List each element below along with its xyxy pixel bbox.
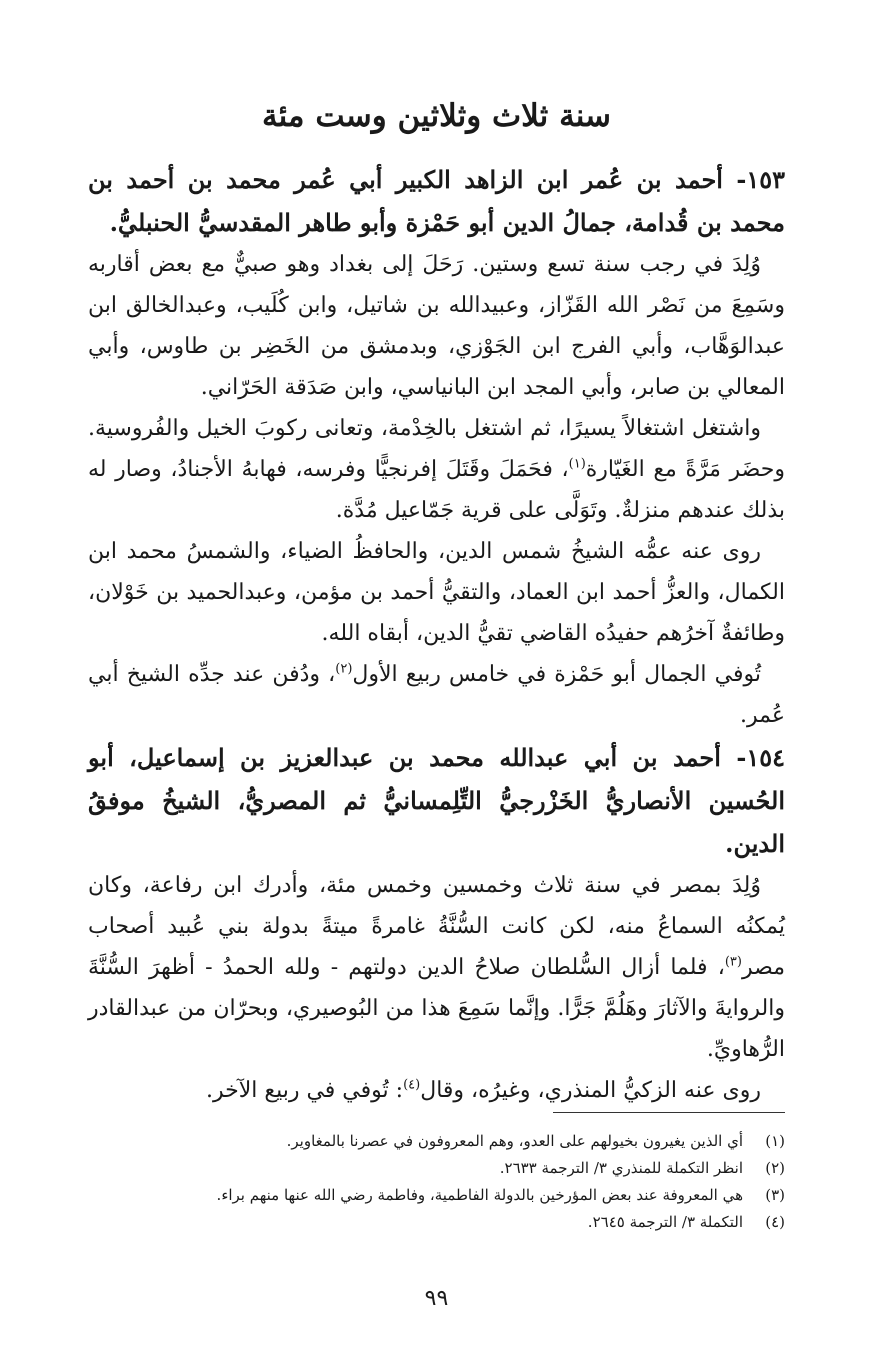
footnote-text: انظر التكملة للمنذري ٣/ الترجمة ٢٦٣٣.	[499, 1159, 743, 1177]
paragraph-text: وُلِدَ بمصر في سنة ثلاث وخمسين وخمس مئة، وأدرك ابن رفاعة، وكان يُمكنُه السماعُ منه، لكن كانت السُّنَّةُ غامرةً ميتةً بدولة بني عُبيد أصحاب مصر	[88, 873, 785, 980]
footnote-mark: (١)	[765, 1132, 785, 1150]
page-body	[88, 158, 785, 1111]
paragraph-text: واشتغل اشتغالاً يسيرًا، ثم اشتغل بالخِدْمة، وتعانى ركوبَ الخيل والفُروسية. وحضَر مَرَّةً مع الغَيّارة	[88, 416, 785, 482]
paragraph-text: تُوفي الجمال أبو حَمْزة في خامس ربيع الأول	[352, 662, 761, 687]
footnote	[88, 1209, 785, 1236]
entry-number: ١٥٤-	[736, 743, 785, 772]
footnote-mark: (٤)	[765, 1213, 785, 1231]
entry-name: أحمد بن أبي عبدالله محمد بن عبدالعزيز بن إسماعيل، أبو الحُسين الأنصاريُّ الخَزْرجيُّ التِّلِمسانيُّ ثم المصريُّ، الشيخُ موفقُ الدين.	[88, 743, 785, 858]
footnote	[88, 1182, 785, 1209]
year-title: سنة ثلاث وثلاثين وست مئة	[261, 98, 612, 134]
entry-name: أحمد بن عُمر ابن الزاهد الكبير أبي عُمر محمد بن أحمد بن محمد بن قُدامة، جمالُ الدين أبو حَمْزة وأبو طاهر المقدسيُّ الحنبليُّ.	[88, 165, 785, 237]
footnote-divider	[553, 1112, 785, 1113]
footnotes	[88, 1128, 785, 1236]
footnote-text: أي الذين يغيرون بخيولهم على العدو، وهم المعروفون في عصرنا بالمغاوير.	[286, 1132, 743, 1150]
paragraph-text: ، فحَمَلَ وقَتَلَ إفرنجيًّا وفرسه، فهابهُ الأجنادُ، وصار له بذلك عندهم منزلةٌ. وتَوَلَّى على قرية جَمّاعيل مُدَّة.	[88, 457, 785, 523]
entry-heading-153	[88, 158, 785, 244]
paragraph-text: ، ودُفن عند جدِّه الشيخ أبي عُمر.	[88, 662, 785, 728]
paragraph	[88, 654, 785, 736]
paragraph-text: روى عنه عمُّه الشيخُ شمس الدين، والحافظُ الضياء، والشمسُ محمد ابن الكمال، والعزُّ أحمد ابن العماد، والتقيُّ أحمد بن مؤمن، وعبدالحميد بن خَوْلان، وطائفةٌ آخرُهم حفيدُه القاضي تقيُّ الدين، أبقاه الله.	[88, 539, 786, 646]
paragraph-text: ، فلما أزال السُّلطان صلاحُ الدين دولتهم - ولله الحمدُ - أظهرَ السُّنَّةَ والروايةَ والآثارَ وهَلُمَّ جَرًّا. وإنَّما سَمِعَ هذا من البُوصيري، وبحرّان من عبدالقادر الرُّهاويِّ.	[88, 955, 785, 1062]
paragraph-text: : تُوفي في ربيع الآخر.	[205, 1078, 404, 1103]
footnote-mark: (٣)	[765, 1186, 785, 1204]
footnote-ref: (٤)	[403, 1077, 421, 1093]
footnote-text: التكملة ٣/ الترجمة ٢٦٤٥.	[587, 1213, 743, 1231]
footnote	[88, 1155, 785, 1182]
paragraph	[88, 244, 785, 408]
footnote-mark: (٢)	[765, 1159, 785, 1177]
footnote	[88, 1128, 785, 1155]
entry-heading-154	[88, 736, 785, 865]
paragraph	[88, 531, 785, 654]
footnote-ref: (١)	[568, 456, 586, 472]
paragraph	[88, 865, 785, 1070]
footnote-text: هي المعروفة عند بعض المؤرخين بالدولة الفاطمية، وفاطمة رضي الله عنها منهم براء.	[216, 1186, 743, 1204]
paragraph	[88, 1070, 785, 1111]
paragraph	[88, 408, 785, 531]
page-number: ٩٩	[424, 1286, 449, 1311]
entry-number: ١٥٣-	[736, 165, 785, 194]
paragraph-text: روى عنه الزكيُّ المنذري، وغيرُه، وقال	[420, 1078, 761, 1103]
footnote-ref: (٢)	[335, 661, 353, 677]
paragraph-text: وُلِدَ في رجب سنة تسع وستين. رَحَلَ إلى بغداد وهو صبيٌّ مع بعض أقاربه وسَمِعَ من نَصْر الله القَزّاز، وعبيدالله بن شاتيل، وابن كُلَيب، وعبدالخالق ابن عبدالوَهَّاب، وأبي الفرج ابن الجَوْزي، وبدمشق من الخَضِر بن طاوس، وأبي المعالي بن صابر، وأبي المجد ابن البانياسي، وابن صَدَقة الحَرّاني.	[88, 252, 785, 400]
footnote-ref: (٣)	[724, 954, 742, 970]
